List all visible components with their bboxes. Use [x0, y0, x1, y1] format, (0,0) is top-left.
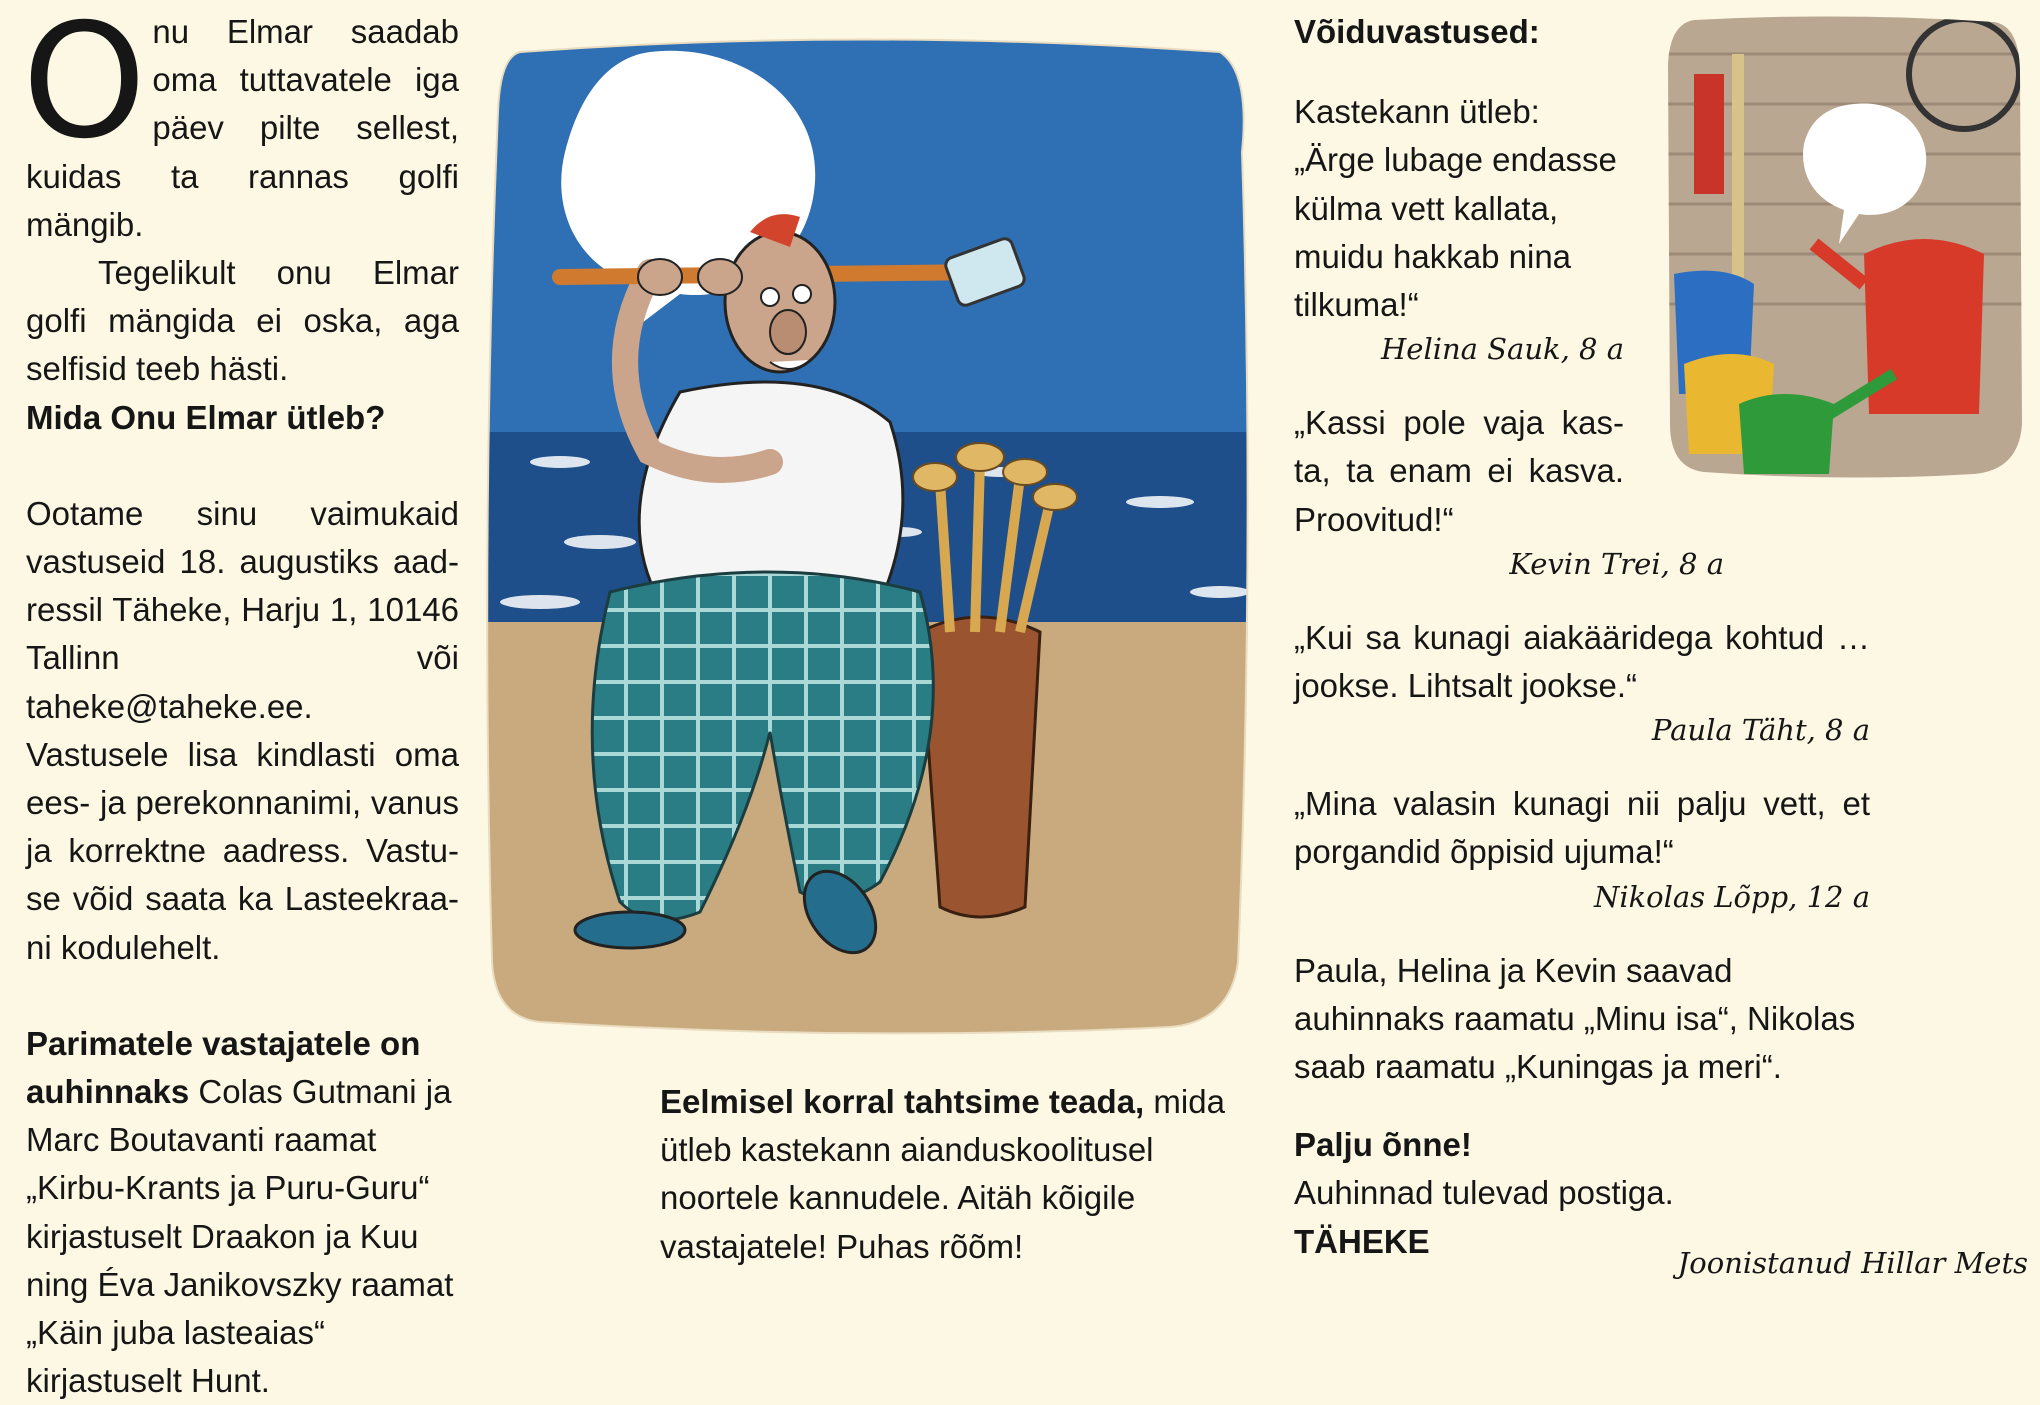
- prize-bold: Parimatele vastajatele on auhinnaks: [26, 1024, 421, 1111]
- answer-3-quote: „Kui sa kunagi aiakääridega kohtud … jookse. Lihtsalt jookse.“: [1294, 618, 1870, 705]
- congrats-text: Palju õnne!: [1294, 1126, 1472, 1164]
- drop-cap: O: [22, 0, 147, 174]
- answer-1-signature: Helina Sauk, 8 a: [1381, 332, 1624, 367]
- middle-column: [660, 1078, 1235, 1271]
- answer-1-intro: Kastekann ütleb:: [1294, 93, 1540, 131]
- results-heading: Võiduvastused:: [1294, 13, 1540, 50]
- intro-paragraph: nu Elmar saadab oma tuttavatele iga päev pilte sellest, kuidas ta rannas golfi mängib.: [26, 13, 459, 243]
- left-column: [22, 0, 459, 1405]
- illustrator-credit: Joonistanud Hillar Mets: [1677, 1246, 2028, 1280]
- answer-3: [1294, 614, 1870, 750]
- answer-2-quote: „Kassi pole vaja kasta, ta enam ei kasva. Proovitud!“: [1294, 404, 1624, 538]
- answer-1: [1294, 88, 1624, 369]
- sender-text: TÄHEKE: [1294, 1222, 1430, 1260]
- previous-contest-paragraph: [660, 1078, 1235, 1271]
- answer-2-signature: Kevin Trei, 8 a: [1509, 546, 1724, 581]
- right-column: [1294, 8, 1870, 1266]
- second-paragraph: Tegelikult onu Elmar golfi mängida ei oska, aga selfisid teeb hästi.: [26, 254, 459, 388]
- answer-4: [1294, 780, 1870, 916]
- answer-4-quote: „Mina valasin kunagi nii palju vett, et porgandid õppisid ujuma!“: [1294, 785, 1870, 871]
- question-heading: Mida Onu Elmar ütleb?: [26, 398, 386, 436]
- winners-paragraph: Paula, Helina ja Kevin saavad auhinnaks raamatu „Minu isa“, Nikolas saab raamatu „Kuningas ja meri“.: [1294, 951, 1856, 1086]
- prize-paragraph: [26, 1020, 459, 1405]
- answer-2: [1294, 399, 1724, 584]
- previous-contest-text: mida ütleb kastekann aianduskoolitusel noortele kannudele. Aitäh kõigile vastajatele! Puhas rõõm!: [660, 1083, 1225, 1265]
- golf-selfie-illustration: [480, 32, 1260, 1042]
- instructions-paragraph: Ootame sinu vaimukaid vastuseid 18. augustiks aadressil Täheke, Harju 1, 10146 Tallinn või taheke@taheke.ee. Vastusele lisa kindlasti oma ees- ja perekonnanimi, vanus ja korrektne aadress. Vastuse võid saata ka Lasteekraani kodulehelt.: [26, 494, 459, 966]
- answer-1-quote: „Ärge lubage endasse külma vett kallata, muidu hakkab nina tilkuma!“: [1294, 141, 1617, 324]
- answer-4-signature: Nikolas Lõpp, 12 a: [1593, 879, 1870, 914]
- shipping-text: Auhinnad tulevad postiga.: [1294, 1174, 1674, 1212]
- answer-3-signature: Paula Täht, 8 a: [1651, 713, 1870, 748]
- previous-contest-bold: Eelmisel korral tahtsime teada,: [660, 1083, 1145, 1120]
- prize-text: Colas Gutmani ja Marc Boutavanti raamat „Kirbu-Krants ja Puru-Guru“ kirjastuselt Draakon ja Kuu ning Éva Janikovszky raamat „Käin juba lasteaias“ kirjastuselt Hunt.: [26, 1073, 454, 1400]
